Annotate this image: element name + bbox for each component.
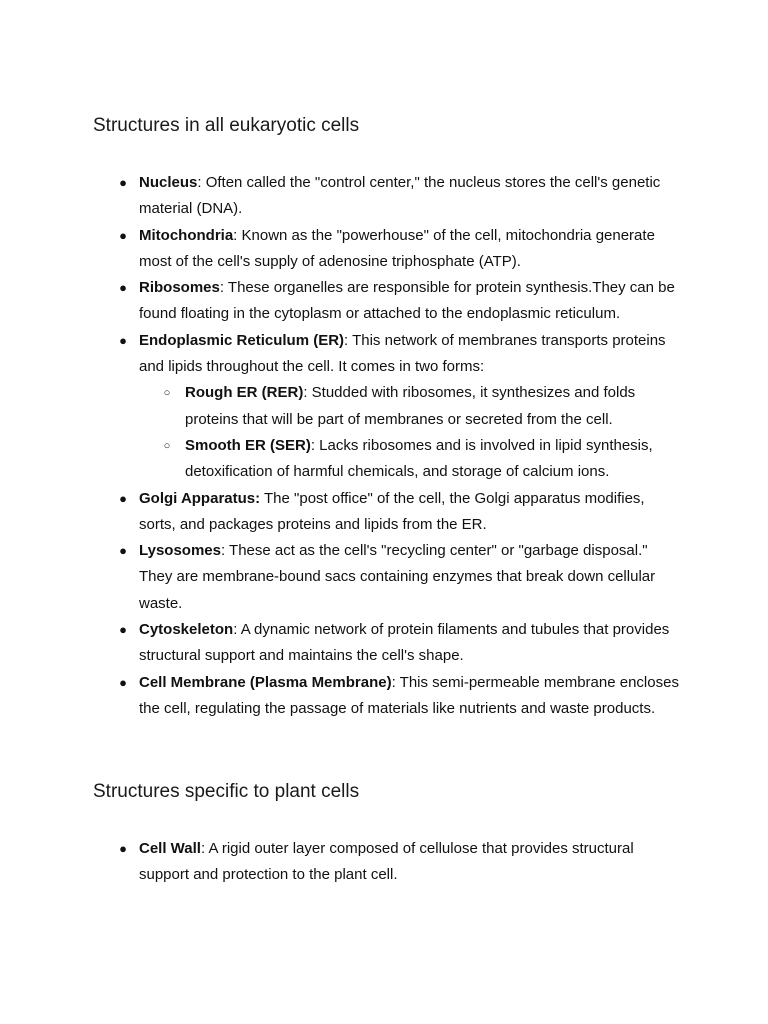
list-item-cytoskeleton (119, 617, 679, 670)
list-item-lysosomes (119, 538, 679, 617)
list-item-mitochondria (119, 223, 679, 276)
term-label: Cell Membrane (Plasma Membrane) (139, 673, 392, 691)
section-heading-plant: Structures specific to plant cells (93, 781, 360, 802)
term-description: : Lacks ribosomes and is involved in lipid synthesis, detoxification of harmful chemicals, and storage of calcium ions. (185, 436, 653, 481)
term-label: Ribosomes (139, 279, 220, 297)
list-item-golgi-apparatus (119, 486, 679, 539)
term-description: : A rigid outer layer composed of cellulose that provides structural support and protection to the plant cell. (139, 840, 634, 884)
term-label: Golgi Apparatus: (139, 489, 261, 507)
list-item-ribosomes (119, 275, 679, 328)
list-item-cell-wall (119, 836, 679, 889)
term-label: Rough ER (RER) (185, 384, 304, 402)
list-item-smooth-er (163, 433, 679, 486)
eukaryotic-structures-list (119, 170, 679, 722)
term-description: : Known as the "powerhouse" of the cell, mitochondria generate most of the cell's supply of adenosine triphosphate (ATP). (139, 226, 655, 270)
term-label: Smooth ER (SER) (185, 436, 311, 454)
bullet-marker: ● (119, 175, 127, 190)
bullet-marker: ● (119, 332, 127, 348)
list-item-nucleus (119, 170, 679, 223)
list-item-endoplasmic-reticulum (119, 328, 679, 486)
bullet-marker: ● (119, 622, 127, 638)
er-forms-list (139, 380, 679, 485)
plant-structures-list (119, 836, 679, 889)
term-description: : These organelles are responsible for protein synthesis.They can be found floating in the cytoplasm or attached to the endoplasmic reticulum. (139, 279, 675, 323)
bullet-marker: ● (119, 543, 127, 559)
list-item-cell-membrane (119, 670, 679, 723)
bullet-marker: ● (119, 841, 127, 856)
term-description: : Studded with ribosomes, it synthesizes and folds proteins that will be part of membranes or secreted from the cell. (185, 384, 636, 428)
term-description: : These act as the cell's "recycling center" or "garbage disposal." They are membrane-bound sacs containing enzymes that break down cellular waste. (139, 542, 656, 612)
term-description: : A dynamic network of protein filaments and tubules that provides structural support and maintains the cell's shape. (139, 621, 670, 665)
term-label: Cell Wall (139, 840, 201, 857)
term-description: The "post office" of the cell, the Golgi apparatus modifies, sorts, and packages proteins and lipids from the ER. (139, 489, 645, 533)
bullet-marker: ● (119, 674, 127, 690)
bullet-marker: ● (119, 280, 127, 296)
bullet-marker: ● (119, 490, 127, 506)
hollow-bullet-marker: ○ (163, 387, 171, 400)
term-description: : This semi-permeable membrane encloses the cell, regulating the passage of materials like nutrients and waste products. (139, 673, 679, 717)
term-description: : This network of membranes transports proteins and lipids throughout the cell. It comes in two forms: (139, 331, 666, 376)
term-label: Endoplasmic Reticulum (ER) (139, 331, 345, 349)
section-heading-eukaryotic: Structures in all eukaryotic cells (93, 115, 360, 136)
bullet-marker: ● (119, 227, 127, 243)
term-label: Cytoskeleton (139, 621, 234, 639)
term-label: Mitochondria (139, 226, 234, 244)
term-label: Nucleus (139, 174, 198, 191)
hollow-bullet-marker: ○ (163, 439, 171, 452)
term-description: : Often called the "control center," the nucleus stores the cell's genetic material (DNA). (139, 174, 661, 218)
list-item-rough-er (163, 380, 679, 433)
term-label: Lysosomes (139, 542, 221, 560)
